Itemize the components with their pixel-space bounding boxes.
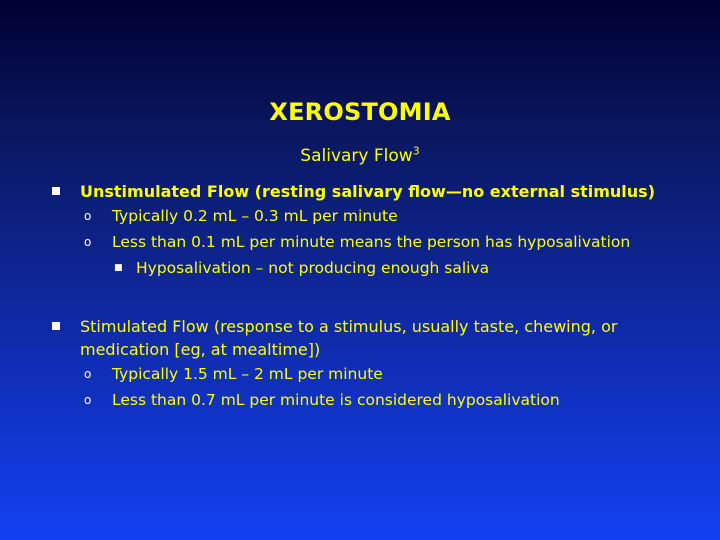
section-heading bbox=[52, 180, 682, 203]
circle-bullet-icon: o bbox=[84, 393, 92, 407]
list-item-text: Typically 1.5 mL – 2 mL per minute bbox=[112, 365, 383, 383]
subtitle-text: Salivary Flow bbox=[300, 146, 413, 166]
list-item bbox=[52, 203, 682, 229]
section-heading bbox=[52, 315, 682, 361]
sub-list-item bbox=[52, 255, 682, 282]
list-item bbox=[52, 361, 682, 387]
square-bullet-icon bbox=[52, 322, 60, 330]
list-item-text: Less than 0.7 mL per minute is considered hyposalivation bbox=[112, 391, 560, 409]
square-bullet-icon bbox=[52, 187, 60, 195]
slide-subtitle bbox=[0, 146, 720, 166]
section-stimulated-flow bbox=[52, 315, 682, 413]
circle-bullet-icon: o bbox=[84, 209, 92, 223]
list-item bbox=[52, 229, 682, 255]
subtitle-footnote-ref: 3 bbox=[412, 144, 420, 158]
sub-list-item-text: Hyposalivation – not producing enough saliva bbox=[136, 259, 490, 277]
list-item bbox=[52, 387, 682, 413]
circle-bullet-icon: o bbox=[84, 235, 92, 249]
small-square-bullet-icon: ■ bbox=[114, 263, 123, 273]
list-item-text: Less than 0.1 mL per minute means the person has hyposalivation bbox=[112, 233, 631, 251]
slide-title: XEROSTOMIA bbox=[269, 98, 451, 126]
heading-text: Stimulated Flow (response to a stimulus, usually taste, chewing, or medication [eg, at mealtime]) bbox=[80, 317, 618, 359]
list-item-text: Typically 0.2 mL – 0.3 mL per minute bbox=[112, 207, 398, 225]
heading-text: Unstimulated Flow (resting salivary flow—no external stimulus) bbox=[80, 182, 656, 201]
section-unstimulated-flow bbox=[52, 180, 682, 282]
circle-bullet-icon: o bbox=[84, 367, 92, 381]
